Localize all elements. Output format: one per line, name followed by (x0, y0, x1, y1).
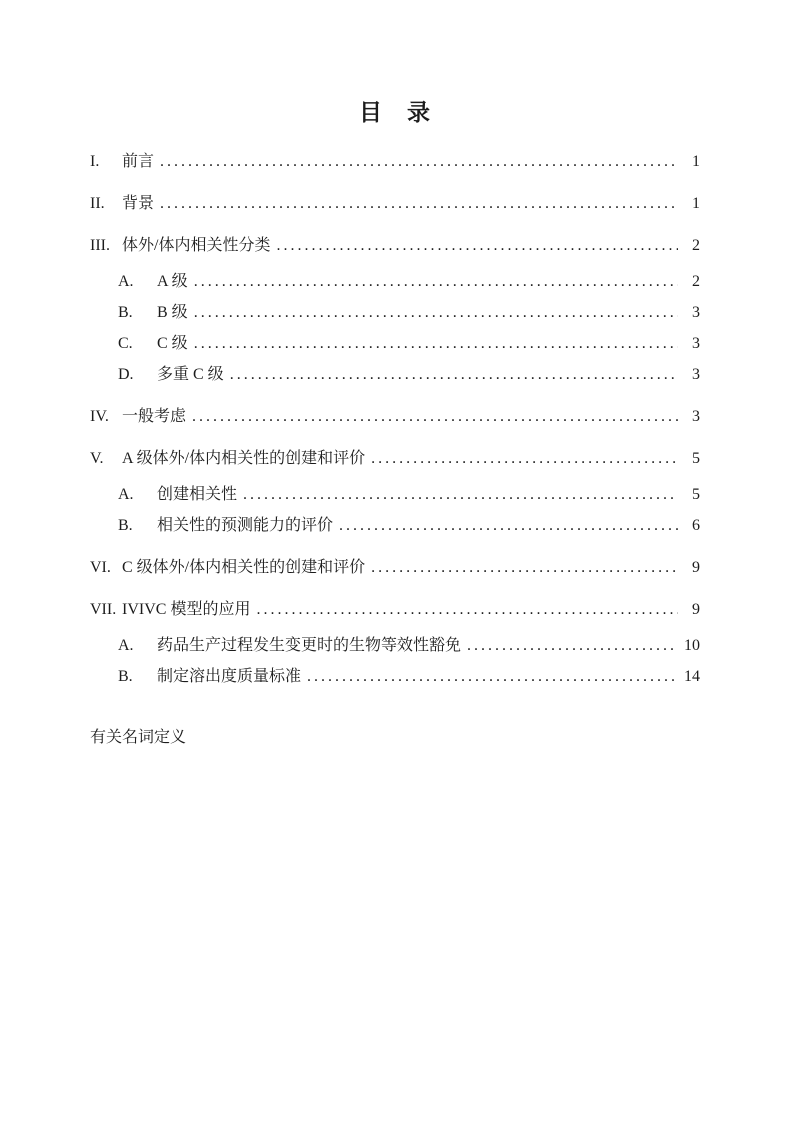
toc-entry-label: 药品生产过程发生变更时的生物等效性豁免 (157, 637, 462, 654)
toc-entry-page: 2 (692, 237, 700, 254)
toc-entry-page: 1 (692, 195, 700, 212)
toc-entry-numeral: B. (118, 668, 133, 685)
leader-dots (194, 333, 678, 354)
toc-entry-numeral: A. (118, 273, 134, 290)
toc-entry-row (90, 484, 700, 505)
toc-entry-row (90, 515, 700, 536)
toc-entry-label: A 级 (157, 273, 188, 290)
toc-entry-numeral: I. (90, 153, 100, 170)
leader-dots (194, 271, 678, 292)
leader-dots (371, 557, 678, 578)
leader-dots (371, 448, 678, 469)
toc-entry-numeral: VI. (90, 559, 111, 576)
toc-entry-page: 5 (692, 486, 700, 503)
toc-entry-page: 5 (692, 450, 700, 467)
leader-dots (243, 484, 678, 505)
toc-entry-page: 3 (692, 335, 700, 352)
toc-entry-page: 9 (692, 601, 700, 618)
toc-entry-numeral: B. (118, 517, 133, 534)
leader-dots (192, 406, 678, 427)
toc-entry-page: 6 (692, 517, 700, 534)
page-title: 目 录 (359, 100, 431, 125)
toc-entry-row (90, 364, 700, 385)
leader-dots (194, 302, 678, 323)
toc-entry-numeral: II. (90, 195, 105, 212)
toc-entry-numeral: B. (118, 304, 133, 321)
toc-entry-label: 前言 (122, 153, 155, 170)
toc-entry-row (90, 235, 700, 256)
toc-entry-page: 2 (692, 273, 700, 290)
toc-entry-label: 创建相关性 (157, 486, 238, 503)
toc-entry-page: 3 (692, 366, 700, 383)
toc-entry-row (90, 151, 700, 172)
toc-entry-numeral: V. (90, 450, 104, 467)
toc-entry-label: B 级 (157, 304, 188, 321)
toc-entry-label: 多重 C 级 (157, 366, 224, 383)
toc-entry-row (90, 193, 700, 214)
toc-entry-page: 3 (692, 304, 700, 321)
toc-entry-row (90, 448, 700, 469)
toc-entry-row (90, 406, 700, 427)
toc-entry-label: IVIVC 模型的应用 (122, 601, 251, 618)
toc-entry-label: C 级体外/体内相关性的创建和评价 (122, 559, 366, 576)
leader-dots (276, 235, 678, 256)
leader-dots (256, 599, 678, 620)
toc-entry-numeral: A. (118, 486, 134, 503)
leader-dots (160, 193, 678, 214)
toc-entry-row (90, 333, 700, 354)
toc-entry-row (90, 557, 700, 578)
toc-entry-numeral: IV. (90, 408, 109, 425)
toc-entry-row (90, 635, 700, 656)
toc-entry-row (90, 599, 700, 620)
leader-dots (160, 151, 678, 172)
toc-entry-label: 制定溶出度质量标准 (157, 668, 302, 685)
toc-entry-row (90, 302, 700, 323)
toc-entry-page: 14 (684, 668, 700, 685)
toc-list (90, 151, 700, 687)
toc-entry-page: 10 (684, 637, 700, 654)
leader-dots (307, 666, 678, 687)
toc-entry-page: 1 (692, 153, 700, 170)
toc-entry-numeral: D. (118, 366, 134, 383)
toc-entry-page: 3 (692, 408, 700, 425)
toc-entry-numeral: A. (118, 637, 134, 654)
footer-note: 有关名词定义 (90, 729, 187, 746)
leader-dots (339, 515, 678, 536)
toc-entry-label: 相关性的预测能力的评价 (157, 517, 334, 534)
toc-entry-label: A 级体外/体内相关性的创建和评价 (122, 450, 366, 467)
leader-dots (230, 364, 678, 385)
toc-entry-numeral: VII. (90, 601, 117, 618)
toc-entry-label: 一般考虑 (122, 408, 187, 425)
toc-entry-numeral: C. (118, 335, 133, 352)
toc-entry-label: 体外/体内相关性分类 (122, 237, 271, 254)
toc-entry-row (90, 271, 700, 292)
toc-entry-page: 9 (692, 559, 700, 576)
leader-dots (467, 635, 678, 656)
toc-entry-label: 背景 (122, 195, 155, 212)
toc-entry-numeral: III. (90, 237, 110, 254)
toc-entry-label: C 级 (157, 335, 188, 352)
toc-entry-row (90, 666, 700, 687)
